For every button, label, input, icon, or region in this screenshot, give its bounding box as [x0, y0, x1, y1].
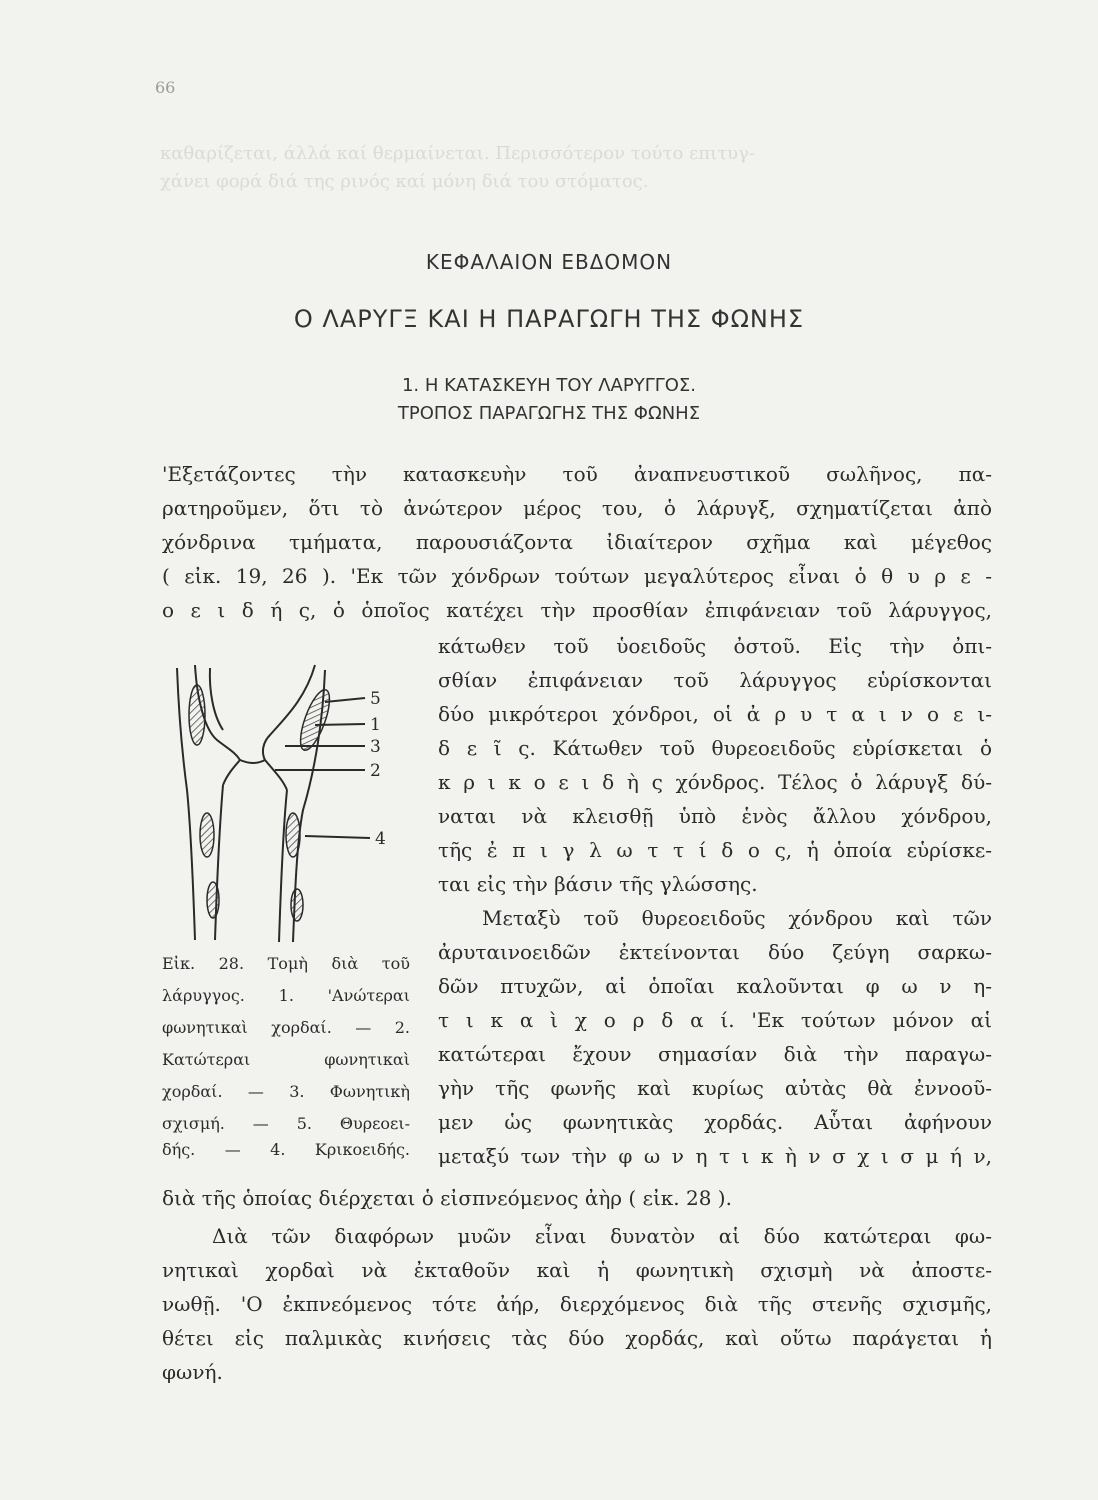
bleed-line: χάνει φορά διά της ρινός καί μόνη διά του στόματος.: [160, 171, 649, 192]
cartilage-left-lower: [200, 813, 214, 857]
left-lower-wall: [215, 785, 223, 940]
column-line: σθίαν ἐπιφάνειαν τοῦ λάρυγγος εὑρίσκονται: [438, 668, 992, 692]
cartilage-right-bottom: [291, 889, 303, 921]
column-line: Μεταξὺ τοῦ θυρεοειδοῦς χόνδρου καὶ τῶν: [482, 906, 992, 930]
figure-label-3: 3: [370, 737, 381, 757]
figure-label-4: 4: [375, 829, 386, 849]
cartilage-left-bottom: [207, 882, 219, 918]
figure-label-1: 1: [370, 715, 381, 735]
body-line: 'Εξετάζοντες τὴν κατασκευὴν τοῦ ἀναπνευστικοῦ σωλῆνος, πα-: [162, 462, 992, 486]
leader-5: [325, 698, 365, 702]
figure-caption-line: φωνητικαὶ χορδαί. — 2.: [162, 1018, 410, 1037]
body-line: φωνή.: [162, 1360, 223, 1384]
body-line: ο ε ι δ ή ς, ὁ ὁποῖος κατέχει τὴν προσθίαν ἐπιφάνειαν τοῦ λάρυγγος,: [162, 598, 992, 622]
body-line: διὰ τῆς ὁποίας διέρχεται ὁ εἰσπνεόμενος ἀὴρ ( εἰκ. 28 ).: [162, 1186, 732, 1210]
column-line: μεν ὡς φωνητικὰς χορδάς. Αὗται ἀφήνουν: [438, 1110, 992, 1134]
page-number: 66: [155, 78, 176, 97]
chapter-title: Ο ΛΑΡΥΓΞ ΚΑΙ Η ΠΑΡΑΓΩΓΗ ΤΗΣ ΦΩΝΗΣ: [293, 305, 805, 333]
figure-label-5: 5: [370, 689, 381, 709]
column-line: δύο μικρότεροι χόνδροι, οἱ ἀ ρ υ τ α ι ν ο ε ι-: [438, 702, 992, 726]
body-line: θέτει εἰς παλμικὰς κινήσεις τὰς δύο χορδάς, καὶ οὕτω παράγεται ἡ: [162, 1326, 992, 1350]
column-line: ἀρυταινοειδῶν ἐκτείνονται δύο ζεύγη σαρκω-: [438, 940, 992, 964]
figure-caption-line: σχισμή. — 5. Θυρεοει-: [162, 1114, 410, 1133]
body-line: νωθῇ. 'Ο ἐκπνεόμενος τότε ἀήρ, διερχόμενος διὰ τῆς στενῆς σχισμῆς,: [162, 1292, 992, 1316]
section-title-line-1: 1. Η ΚΑΤΑΣΚΕΥΗ ΤΟΥ ΛΑΡΥΓΓΟΣ.: [401, 375, 697, 396]
cartilage-right-lower: [286, 813, 300, 857]
column-line: γὴν τῆς φωνῆς καὶ κυρίως αὐτὰς θὰ ἐννοοῦ-: [438, 1076, 992, 1100]
column-line: κάτωθεν τοῦ ὑοειδοῦς ὀστοῦ. Εἰς τὴν ὀπι-: [438, 634, 992, 658]
figure-caption-line: Κατώτεραι φωνητικαὶ: [162, 1050, 410, 1069]
column-line: κατώτεραι ἔχουν σημασίαν διὰ τὴν παραγω-: [438, 1042, 992, 1066]
body-line: νητικαὶ χορδαὶ νὰ ἐκταθοῦν καὶ ἡ φωνητικὴ σχισμὴ νὰ ἀποστε-: [162, 1258, 992, 1282]
body-line: ρατηροῦμεν, ὅτι τὸ ἀνώτερον μέρος του, ὁ λάρυγξ, σχηματίζεται ἀπὸ: [162, 496, 992, 520]
bleed-line: καθαρίζεται, άλλά καί θερμαίνεται. Περισσότερον τούτο επιτυγ-: [160, 143, 755, 164]
column-line: δῶν πτυχῶν, αἱ ὁποῖαι καλοῦνται φ ω ν η-: [438, 974, 992, 998]
figure-caption-line: Εἰκ. 28. Τομὴ διὰ τοῦ: [162, 954, 410, 973]
body-line: χόνδρινα τμήματα, παρουσιάζοντα ἰδιαίτερον σχῆμα καὶ μέγεθος: [162, 530, 992, 554]
column-line: κ ρ ι κ ο ε ι δ ὴ ς χόνδρος. Τέλος ὁ λάρυγξ δύ-: [438, 770, 992, 794]
right-lower-wall: [279, 790, 287, 942]
column-line: τῆς ἐ π ι γ λ ω τ τ ί δ ο ς, ἡ ὁποία εὑρίσκε-: [438, 838, 992, 862]
bleed-through-text: [160, 140, 990, 196]
figure-caption-line: λάρυγγος. 1. 'Ανώτεραι: [162, 986, 410, 1005]
section-title: [0, 372, 1098, 428]
leader-4: [305, 836, 370, 838]
section-title-line-2: ΤΡΟΠΟΣ ΠΑΡΑΓΩΓΗΣ ΤΗΣ ΦΩΝΗΣ: [397, 403, 701, 424]
body-line: Διὰ τῶν διαφόρων μυῶν εἶναι δυνατὸν αἱ δύο κατώτεραι φω-: [212, 1224, 992, 1248]
larynx-section-figure: [165, 660, 405, 945]
column-line: τ ι κ α ὶ χ ο ρ δ α ί. 'Εκ τούτων μόνον αἱ: [438, 1008, 992, 1032]
body-line: ( εἰκ. 19, 26 ). 'Εκ τῶν χόνδρων τούτων μεγαλύτερος εἶναι ὁ θ υ ρ ε -: [162, 564, 992, 588]
column-line: δ ε ῖ ς. Κάτωθεν τοῦ θυρεοειδοῦς εὑρίσκεται ὁ: [438, 736, 992, 760]
figure-label-2: 2: [370, 761, 381, 781]
column-line: μεταξύ των τὴν φ ω ν η τ ι κ ὴ ν σ χ ι σ μ ή ν,: [438, 1144, 992, 1168]
figure-caption-line: δής. — 4. Κρικοειδής.: [162, 1140, 410, 1159]
chapter-label: ΚΕΦΑΛΑΙΟΝ ΕΒΔΟΜΟΝ: [425, 250, 673, 274]
column-line: ναται νὰ κλεισθῇ ὑπὸ ἑνὸς ἄλλου χόνδρου,: [438, 804, 992, 828]
cartilage-left-upper: [189, 685, 205, 745]
figure-caption-line: χορδαί. — 3. Φωνητικὴ: [162, 1082, 410, 1101]
column-line: ται εἰς τὴν βάσιν τῆς γλώσσης.: [438, 872, 758, 896]
